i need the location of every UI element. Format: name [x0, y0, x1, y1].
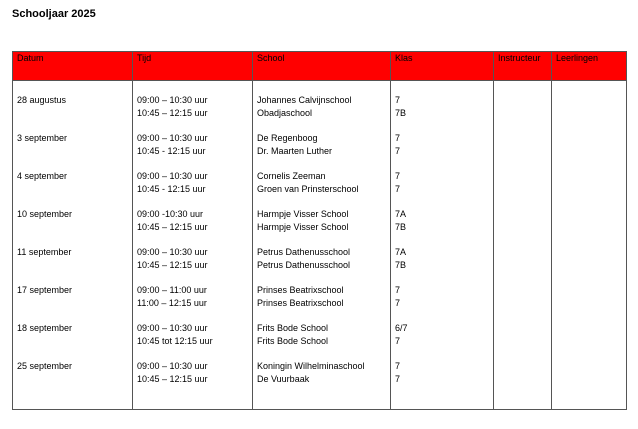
tijd-cell: 09:00 – 10:30 uur — [137, 95, 208, 105]
tijd-cell: 10:45 – 12:15 uur — [137, 108, 208, 118]
tijd-cell: 09:00 – 10:30 uur — [137, 133, 208, 143]
header-school: School — [253, 52, 391, 81]
header-leerlingen: Leerlingen — [552, 52, 627, 81]
tijd-cell: 10:45 tot 12:15 uur — [137, 336, 213, 346]
klas-cell: 7B — [395, 260, 407, 270]
header-klas: Klas — [391, 52, 494, 81]
instructeur-column — [494, 81, 552, 410]
tijd-cell: 09:00 -10:30 uur — [137, 209, 204, 219]
school-cell: Harmpje Visser School — [257, 222, 349, 232]
school-cell: Cornelis Zeeman — [257, 171, 326, 181]
datum-cell: 11 september — [17, 247, 72, 257]
klas-cell: 6/7 — [395, 323, 408, 333]
school-cell: Johannes Calvijnschool — [257, 95, 352, 105]
tijd-cell: 09:00 – 11:00 uur — [137, 285, 207, 295]
school-cell: De Regenboog — [257, 133, 318, 143]
datum-cell: 10 september — [17, 209, 73, 219]
document-title: Schooljaar 2025 — [12, 8, 96, 20]
klas-cell: 7 — [395, 298, 401, 308]
tijd-column — [133, 81, 253, 410]
tijd-cell: 10:45 – 12:15 uur — [137, 260, 208, 270]
datum-cell: 18 september — [17, 323, 73, 333]
klas-cell: 7A — [395, 209, 407, 219]
table-header-row — [13, 52, 627, 81]
tijd-cell: 09:00 – 10:30 uur — [137, 171, 208, 181]
klas-column — [391, 81, 494, 410]
school-cell: Prinses Beatrixschool — [257, 298, 344, 308]
school-cell: Dr. Maarten Luther — [257, 146, 333, 156]
header-datum: Datum — [13, 52, 133, 81]
klas-cell: 7 — [395, 374, 401, 384]
datum-column — [13, 81, 133, 410]
tijd-cell: 10:45 - 12:15 uur — [137, 146, 206, 156]
header-instructeur: Instructeur — [494, 52, 552, 81]
tijd-cell: 09:00 – 10:30 uur — [137, 247, 208, 257]
school-cell: Petrus Dathenusschool — [257, 247, 351, 257]
tijd-cell: 11:00 – 12:15 uur — [137, 298, 207, 308]
klas-cell: 7 — [395, 95, 401, 105]
school-cell: Koningin Wilhelminaschool — [257, 361, 365, 371]
school-column — [253, 81, 391, 410]
leerlingen-column — [552, 81, 627, 410]
klas-cell: 7 — [395, 184, 401, 194]
school-cell: Frits Bode School — [257, 323, 329, 333]
school-cell: Frits Bode School — [257, 336, 329, 346]
header-tijd: Tijd — [133, 52, 253, 81]
school-cell: Prinses Beatrixschool — [257, 285, 344, 295]
datum-cell: 3 september — [17, 133, 68, 143]
school-cell: Groen van Prinsterschool — [257, 184, 359, 194]
school-cell: Harmpje Visser School — [257, 209, 349, 219]
klas-cell: 7B — [395, 108, 407, 118]
datum-cell: 28 augustus — [17, 95, 67, 105]
school-cell: De Vuurbaak — [257, 374, 310, 384]
school-cell: Petrus Dathenusschool — [257, 260, 351, 270]
tijd-cell: 10:45 – 12:15 uur — [137, 222, 208, 232]
klas-cell: 7B — [395, 222, 407, 232]
klas-cell: 7 — [395, 285, 401, 295]
tijd-cell: 09:00 – 10:30 uur — [137, 361, 208, 371]
datum-cell: 17 september — [17, 285, 73, 295]
klas-cell: 7 — [395, 146, 401, 156]
klas-cell: 7 — [395, 171, 401, 181]
schedule-table — [12, 51, 627, 410]
school-cell: Obadjaschool — [257, 108, 313, 118]
tijd-cell: 10:45 – 12:15 uur — [137, 374, 208, 384]
klas-cell: 7 — [395, 133, 401, 143]
table-body-row — [13, 81, 627, 410]
tijd-cell: 09:00 – 10:30 uur — [137, 323, 208, 333]
tijd-cell: 10:45 - 12:15 uur — [137, 184, 206, 194]
datum-cell: 4 september — [17, 171, 68, 181]
klas-cell: 7A — [395, 247, 407, 257]
klas-cell: 7 — [395, 336, 401, 346]
datum-cell: 25 september — [17, 361, 73, 371]
klas-cell: 7 — [395, 361, 401, 371]
